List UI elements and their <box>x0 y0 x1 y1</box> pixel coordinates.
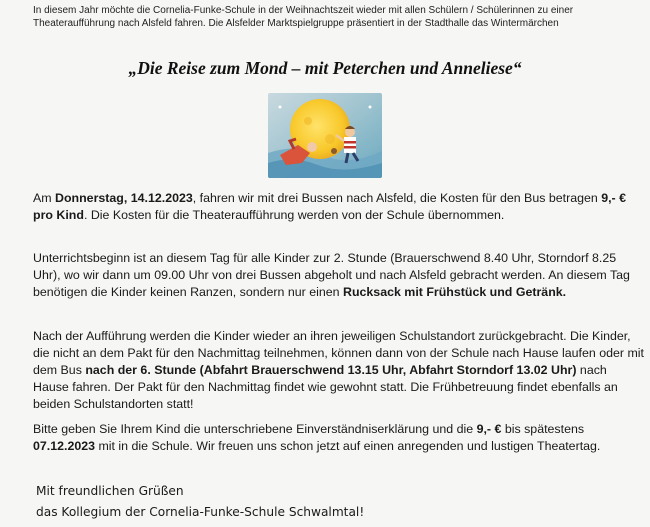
p1-text-b: , fahren wir mit drei Bussen nach Alsfeld, die Kosten für den Bus betragen <box>192 191 602 205</box>
p1-text-a: Am <box>33 191 56 205</box>
return-times: nach der 6. Stunde (Abfahrt Brauerschwend 13.15 Uhr, Abfahrt Storndorf 13.02 Uhr) <box>85 363 577 377</box>
paragraph-return <box>33 328 645 413</box>
p3-text-b: nach Hause fahren. Der Pakt für den Nachmittag findet wie gewohnt statt. Die Frühbetreuung findet ebenfalls an beiden Schulstandorten statt! <box>33 363 618 411</box>
play-title: „Die Reise zum Mond – mit Peterchen und Anneliese“ <box>128 58 522 78</box>
illustration-graphic <box>268 93 382 178</box>
p2-text-a: Unterrichtsbeginn ist an diesem Tag für alle Kinder zur 2. Stunde (Brauerschwend 8.40 Uhr, Storndorf 8.25 Uhr), wo wir dann um 09.00 Uhr von drei Bussen abgeholt und nach Alsfeld gebracht werden. An diesem Tag benötigen die Kinder keinen Ranzen, sondern nur einen <box>33 251 630 299</box>
p1-text-c: . Die Kosten für die Theateraufführung werden von der Schule übernommen. <box>83 208 505 222</box>
p4-text-c: mit in die Schule. Wir freuen uns schon jetzt auf einen anregenden und lustigen Theatertag. <box>95 439 601 453</box>
p4-text-a: Bitte geben Sie Ihrem Kind die unterschriebene Einverständniserklärung und die <box>33 422 477 436</box>
paragraph-schedule <box>33 250 645 301</box>
paragraph-consent <box>33 421 645 455</box>
paragraph-trip-date <box>33 190 645 224</box>
p4-text-b: bis spätestens <box>501 422 585 436</box>
deadline-date: 07.12.2023 <box>33 439 96 453</box>
closing-greeting: Mit freundlichen Grüßen <box>36 484 184 498</box>
fee-amount: 9,- € <box>476 422 502 436</box>
bus-price: 9,- € pro Kind <box>33 191 627 222</box>
moon-children-illustration <box>268 93 382 178</box>
closing-signature: das Kollegium der Cornelia-Funke-Schule Schwalmtal! <box>36 505 365 519</box>
trip-date: Donnerstag, 14.12.2023 <box>55 191 193 205</box>
intro-text: In diesem Jahr möchte die Cornelia-Funke-Schule in der Weihnachtszeit wieder mit allen Schülern / Schülerinnen zu einer Theateraufführung nach Alsfeld fahren. Die Alsfelder Marktspielgruppe präsentiert in der Stadthalle das Wintermärchen <box>33 5 574 29</box>
backpack-note: Rucksack mit Frühstück und Getränk. <box>343 285 567 299</box>
p3-text-a: Nach der Aufführung werden die Kinder wieder an ihren jeweiligen Schulstandort zurückgebracht. Die Kinder, die nicht an dem Pakt für den Nachmittag teilnehmen, können dann von der Schule nach Hause laufen oder mit dem Bus <box>33 329 644 377</box>
